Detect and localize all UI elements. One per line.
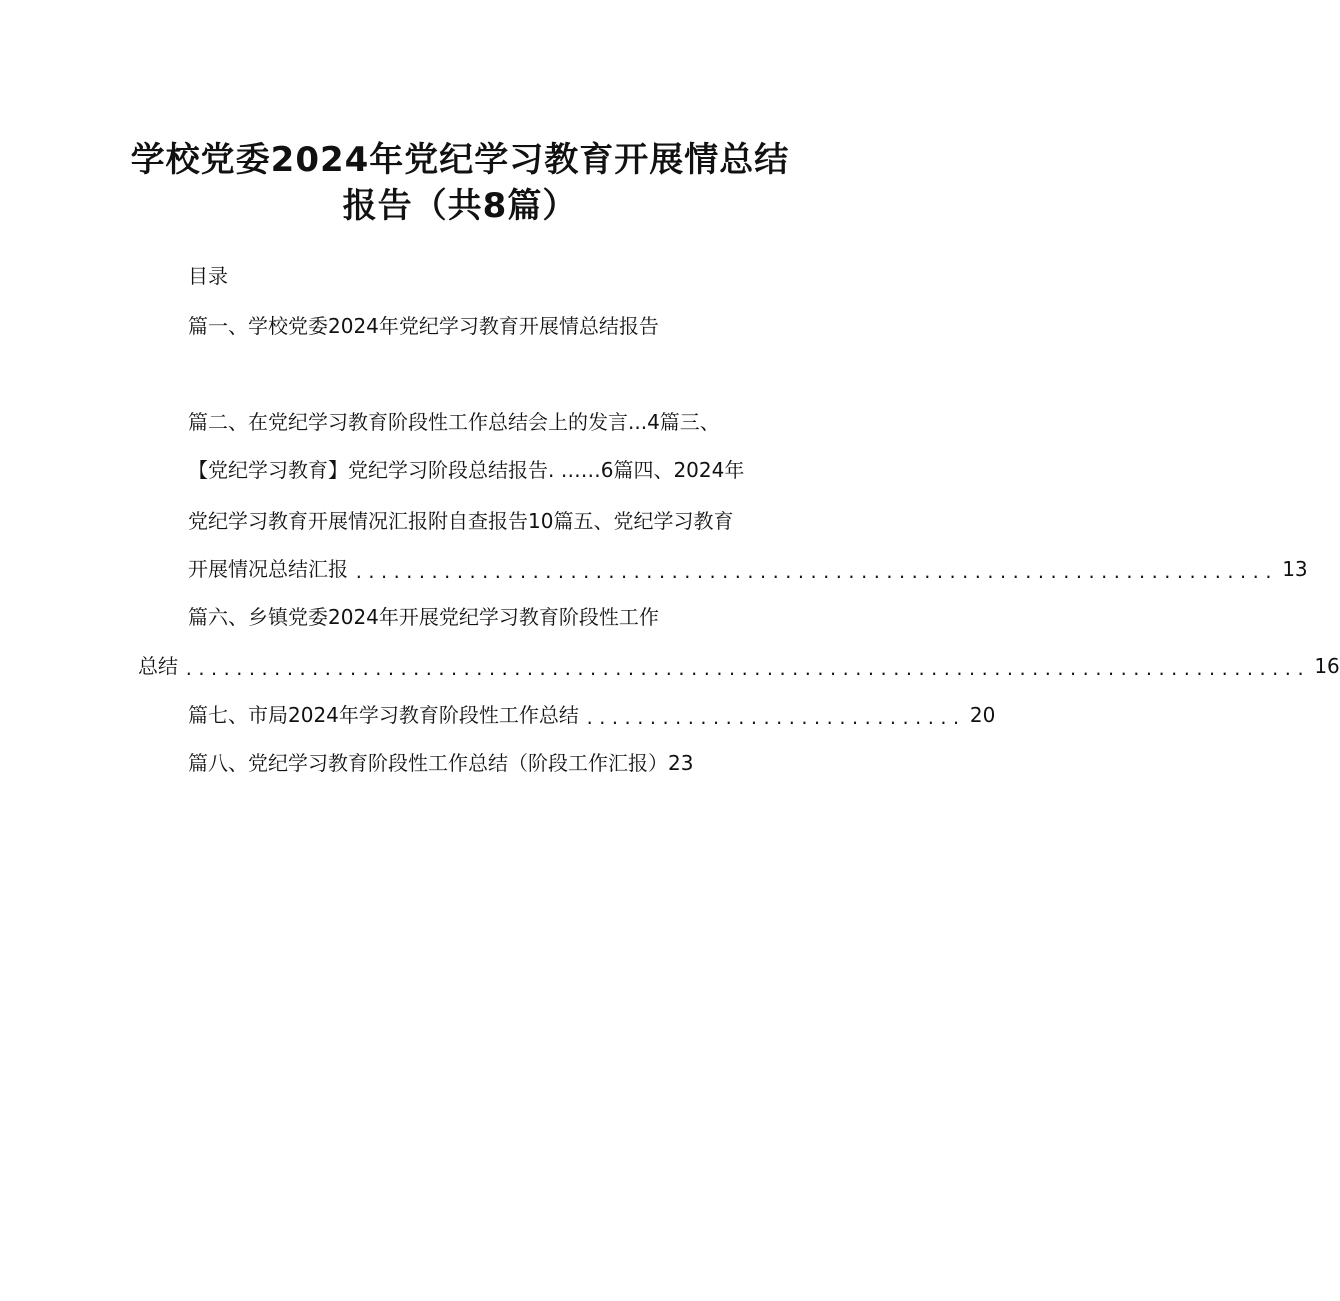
toc-entry-9[interactable]: 篇八、党纪学习教育阶段性工作总结（阶段工作汇报）23 [188,751,694,775]
toc-entry-7[interactable] [138,652,1340,684]
toc-entry-5-page: 13 [1282,557,1308,581]
toc-entry-4[interactable]: 党纪学习教育开展情况汇报附自查报告10篇五、党纪学习教育 [188,509,734,533]
toc-entry-3[interactable]: 【党纪学习教育】党纪学习阶段总结报告. ……6篇四、2024年 [188,458,745,482]
toc-leader-dots: ......................................................................................... [184,660,1309,679]
toc-entry-7-text: 总结 [138,654,178,678]
toc-entry-8[interactable] [188,701,996,733]
toc-entry-7-page: 16 [1314,654,1340,678]
document-title-line-1: 学校党委2024年党纪学习教育开展情总结 [130,140,790,180]
toc-entry-8-text: 篇七、市局2024年学习教育阶段性工作总结 [188,703,579,727]
toc-entry-5[interactable] [188,555,1308,587]
document-title-line-2: 报告（共8篇） [342,186,578,226]
toc-entry-6[interactable]: 篇六、乡镇党委2024年开展党纪学习教育阶段性工作 [188,605,659,629]
toc-entry-2[interactable]: 篇二、在党纪学习教育阶段性工作总结会上的发言...4篇三、 [188,410,720,434]
toc-leader-dots: .............................. [584,709,964,728]
toc-entry-1[interactable]: 篇一、学校党委2024年党纪学习教育开展情总结报告 [188,314,659,338]
toc-entry-8-page: 20 [969,703,996,727]
toc-leader-dots: ......................................................................... [354,563,1277,582]
toc-heading: 目录 [188,264,228,288]
toc-entry-5-text: 开展情况总结汇报 [188,557,348,581]
